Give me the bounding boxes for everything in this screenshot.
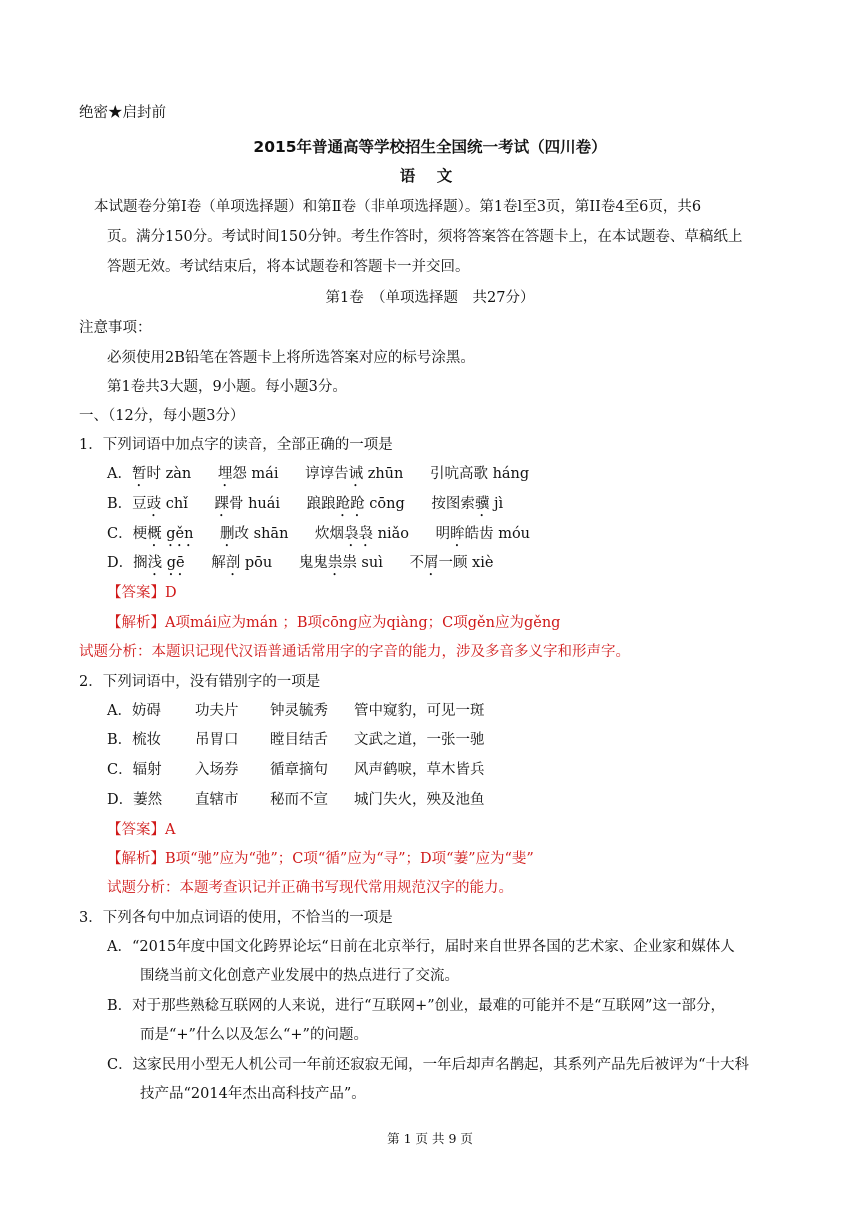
q3-option-b-line-1: B．对于那些熟稔互联网的人来说，进行“互联网+”创业，最难的可能并不是“互联网”这一部分， bbox=[107, 998, 725, 1014]
option-text: niǎo bbox=[373, 526, 409, 542]
option-text: 风声鹤唳，草木皆兵 bbox=[354, 762, 485, 778]
q2-analysis-detail: 试题分析：本题考查识记并正确书写现代常用规范汉字的能力。 bbox=[107, 880, 513, 896]
dotted-char: 豉 bbox=[146, 496, 162, 512]
q1-option-a bbox=[107, 462, 529, 490]
option-text: cōng bbox=[364, 496, 405, 512]
option-text: 祟 suì bbox=[342, 555, 383, 571]
option-text: 梗 bbox=[132, 526, 148, 542]
option-text: 直辖市 bbox=[195, 792, 239, 808]
q1-analysis bbox=[107, 611, 560, 632]
option-text: 踉踉 bbox=[306, 496, 336, 512]
answer-label: 【答案】 bbox=[107, 585, 165, 601]
intro-line-3: 答题无效。考试结束后，将本试题卷和答题卡一并交回。 bbox=[107, 259, 470, 275]
analysis-label: 【解析】 bbox=[107, 615, 165, 631]
subject-title: 语 文 bbox=[399, 166, 461, 185]
option-text: pōu bbox=[240, 555, 273, 571]
notice-item-1: 必须使用2B铅笔在答题卡上将所选答案对应的标号涂黑。 bbox=[107, 350, 475, 366]
option-text: 解 bbox=[211, 555, 226, 571]
option-text: 文武之道，一张一驰 bbox=[354, 732, 485, 748]
dotted-char: 踝 bbox=[214, 496, 229, 512]
analysis-text: B项“驰”应为“弛”；C项“循”应为“寻”；D项“萋”应为“斐” bbox=[165, 851, 534, 867]
analysis-text: A项mái应为mán ；B项cōng应为qiàng；C项gěn应为gěng bbox=[165, 615, 561, 631]
q1-option-c bbox=[107, 522, 530, 550]
option-text: 吊胃口 bbox=[195, 732, 239, 748]
dotted-char: 概 gěn bbox=[147, 526, 194, 542]
dotted-char: 删 bbox=[220, 526, 235, 542]
page-footer: 第 1 页 共 9 页 bbox=[387, 1131, 473, 1146]
section-heading: 一、（12分，每小题3分） bbox=[79, 408, 245, 424]
q3-option-a-line-1: A．“2015年度中国文化跨界论坛“日前在北京举行，届时来自世界各国的艺术家、企业家和媒体人 bbox=[107, 939, 735, 955]
option-text: 改 shān bbox=[234, 526, 289, 542]
q1-analysis-detail: 试题分析：本题识记现代汉语普通话常用字的字音的能力，涉及多音多义字和形声字。 bbox=[79, 644, 630, 660]
option-text: 搁 bbox=[133, 555, 148, 571]
part1-title: 第1卷 （单项选择题 共27分） bbox=[325, 290, 535, 306]
option-text: 城门失火，殃及池鱼 bbox=[354, 792, 485, 808]
option-text: 炊烟 bbox=[315, 526, 345, 542]
option-text: 循章摘句 bbox=[270, 762, 328, 778]
option-text: 骨 huái bbox=[228, 496, 281, 512]
option-text: 一顾 xiè bbox=[438, 555, 494, 571]
q3-option-c-line-2: 技产品“2014年杰出高科技产品”。 bbox=[140, 1086, 366, 1102]
option-text: 谆谆告 bbox=[305, 466, 349, 482]
option-text: 明 bbox=[435, 526, 451, 542]
secret-label: 绝密★启封前 bbox=[79, 105, 166, 121]
answer-value: D bbox=[165, 585, 177, 601]
answer-label: 【答案】 bbox=[107, 822, 165, 838]
option-text: 不 bbox=[409, 555, 424, 571]
q2-answer bbox=[107, 818, 175, 839]
option-text: 按图索 bbox=[431, 496, 475, 512]
q3-stem: 3．下列各句中加点词语的使用，不恰当的一项是 bbox=[79, 910, 393, 926]
option-text: 时 zàn bbox=[146, 466, 192, 482]
option-text: 怨 mái bbox=[232, 466, 279, 482]
option-text: B．梳妆 bbox=[107, 732, 162, 748]
option-text: 功夫片 bbox=[195, 703, 239, 719]
option-text: jì bbox=[489, 496, 504, 512]
notice-label: 注意事项： bbox=[79, 320, 152, 336]
option-letter: B． bbox=[107, 496, 133, 512]
dotted-char: 袅袅 bbox=[344, 526, 374, 542]
answer-value: A bbox=[165, 822, 176, 838]
option-text: 瞠目结舌 bbox=[270, 732, 328, 748]
option-letter: D． bbox=[107, 555, 134, 571]
q1-option-b bbox=[107, 492, 503, 520]
notice-item-2: 第1卷共3大题，9小题。每小题3分。 bbox=[107, 379, 347, 395]
option-text: C．辐射 bbox=[107, 762, 162, 778]
dotted-char: 眸 bbox=[450, 526, 465, 542]
option-text: 豆 bbox=[132, 496, 147, 512]
option-text: D．萋然 bbox=[107, 792, 163, 808]
q3-option-a-line-2: 围绕当前文化创意产业发展中的热点进行了交流。 bbox=[140, 968, 459, 984]
q1-answer bbox=[107, 581, 177, 602]
option-text: chǐ bbox=[161, 496, 188, 512]
q1-stem: 1．下列词语中加点字的读音，全部正确的一项是 bbox=[79, 437, 393, 453]
dotted-char: 屑 bbox=[423, 555, 439, 571]
dotted-char: 暂 bbox=[131, 466, 147, 482]
analysis-label: 【解析】 bbox=[107, 851, 165, 867]
q2-analysis bbox=[107, 847, 534, 868]
intro-line-2: 页。满分150分。考试时间150分钟。考生作答时，须将答案答在答题卡上，在本试题卷、草稿纸上 bbox=[107, 229, 743, 245]
dotted-char: 剖 bbox=[225, 555, 241, 571]
dotted-char: 诫 bbox=[348, 466, 364, 482]
option-text: 鬼鬼 bbox=[298, 555, 328, 571]
option-text: 引吭 bbox=[429, 466, 459, 482]
dotted-char: 祟 bbox=[327, 555, 343, 571]
option-letter: A． bbox=[107, 466, 132, 482]
option-text: 高歌 háng bbox=[458, 466, 530, 482]
option-text: 管中窥豹，可见一斑 bbox=[354, 703, 485, 719]
intro-line-1: 本试题卷分第Ⅰ卷（单项选择题）和第Ⅱ卷（非单项选择题）。第1卷l至3页，第II卷4至6页，共6 bbox=[94, 199, 702, 215]
q2-stem: 2．下列词语中，没有错别字的一项是 bbox=[79, 674, 321, 690]
exam-title: 2015年普通高等学校招生全国统一考试（四川卷） bbox=[253, 138, 607, 156]
dotted-char: 埋 bbox=[217, 466, 233, 482]
option-text: 入场券 bbox=[195, 762, 239, 778]
q1-option-d bbox=[107, 551, 493, 579]
dotted-char: 骥 bbox=[474, 496, 490, 512]
option-text: 皓齿 móu bbox=[464, 526, 531, 542]
q3-option-c-line-1: C．这家民用小型无人机公司一年前还寂寂无闻，一年后却声名鹊起，其系列产品先后被评为“十大科 bbox=[107, 1057, 750, 1073]
option-letter: C． bbox=[107, 526, 133, 542]
option-text: A．妨碍 bbox=[107, 703, 161, 719]
option-text: zhūn bbox=[363, 466, 404, 482]
option-text: 秘而不宣 bbox=[270, 792, 328, 808]
dotted-char: 跄跄 bbox=[335, 496, 365, 512]
q3-option-b-line-2: 而是“+”什么以及怎么“+”的问题。 bbox=[140, 1027, 368, 1043]
option-text: 钟灵毓秀 bbox=[270, 703, 328, 719]
dotted-char: 浅 gē bbox=[147, 555, 185, 571]
